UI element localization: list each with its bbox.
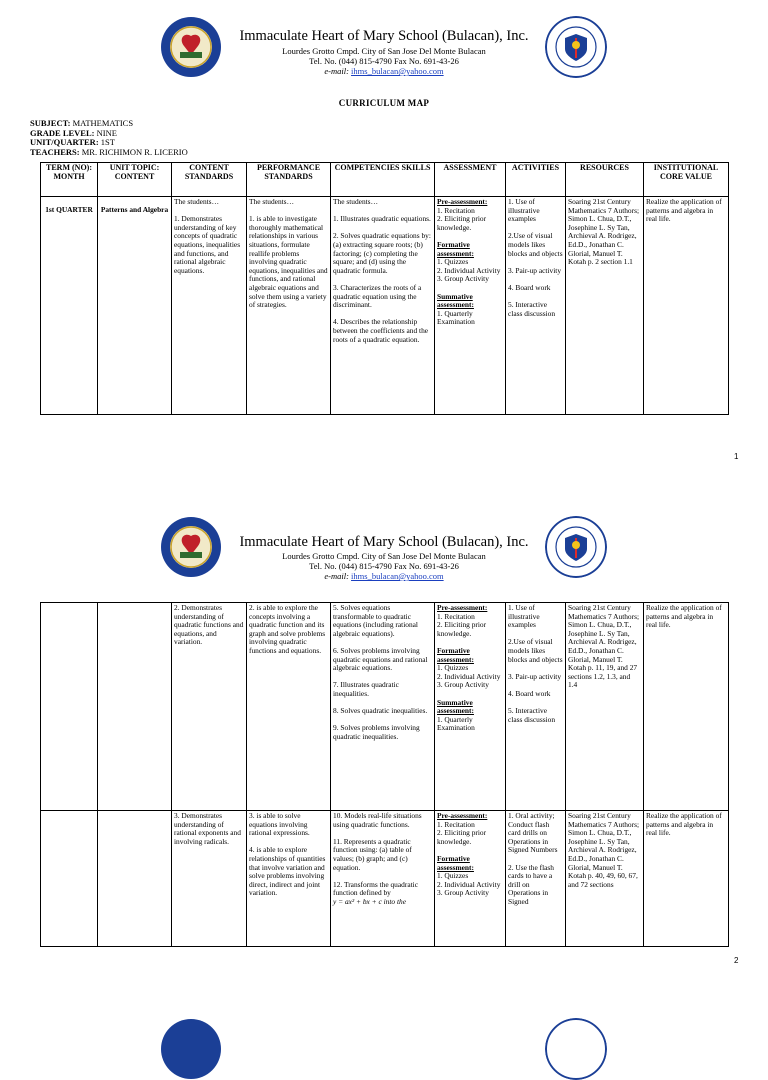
cell-text: 2. Eliciting prior knowledge. bbox=[437, 214, 487, 232]
col-resources: RESOURCES bbox=[566, 163, 644, 197]
table-row bbox=[41, 603, 729, 811]
topic-cell: Patterns and Algebra bbox=[98, 197, 172, 415]
core-value-cell: Realize the application of patterns and algebra in real life. bbox=[644, 811, 729, 947]
cell-text: 2. Eliciting prior knowledge. bbox=[437, 620, 487, 638]
cell-text: 4. Describes the relationship between the coefficients and the roots of a quadratic equation. bbox=[333, 317, 429, 344]
assessment-cell bbox=[435, 603, 506, 811]
table-row bbox=[41, 811, 729, 947]
content-standards-cell bbox=[172, 197, 247, 415]
deped-seal-logo bbox=[545, 1018, 607, 1080]
cell-text: The students… bbox=[249, 197, 294, 206]
col-performance-standards: PERFORMANCE STANDARDS bbox=[247, 163, 331, 197]
activities-cell bbox=[506, 197, 566, 415]
col-assessment: ASSESSMENT bbox=[435, 163, 506, 197]
cell-text: 7. Illustrates quadratic inequalities. bbox=[333, 680, 399, 698]
school-name: Immaculate Heart of Mary School (Bulacan), Inc. bbox=[239, 534, 529, 550]
resources-cell: Soaring 21st Century Mathematics 7 Authors; Simon L. Chua, D.T., Josephine L. Sy Tan, Archieval A. Rodrigez, Ed.D., Jonathan C. Glorial, Manuel T. Kotah p. 11, 19, and 27 sections 1.2, 1.3, and 1.4 bbox=[566, 603, 644, 811]
subject-label: SUBJECT: bbox=[30, 118, 71, 128]
cell-text: 6. Solves problems involving quadratic equations and rational algebraic equations. bbox=[333, 645, 428, 673]
cell-text: The students… bbox=[333, 197, 378, 206]
col-core-value: INSTITUTIONAL CORE VALUE bbox=[644, 163, 729, 197]
cell-text: 3. Group Activity bbox=[437, 888, 489, 898]
cell-text: 1. Quizzes bbox=[437, 257, 469, 267]
cell-text: 1. is able to investigate thoroughly mathematical relationships in various situations, formulate reallife problems involving quadratic equations, inequalities and functions, and rational algebraic equations and solve them using a variety of strategies. bbox=[249, 214, 328, 310]
content-standards-cell: 2. Demonstrates understanding of quadratic functions and equations, and variation. bbox=[172, 603, 247, 811]
cell-text: 1. Recitation bbox=[437, 205, 475, 215]
school-seal-logo bbox=[160, 1018, 222, 1080]
curriculum-table-page-2 bbox=[40, 602, 729, 947]
school-address: Lourdes Grotto Cmpd. City of San Jose Del Monte Bulacan bbox=[282, 46, 486, 56]
cell-text: 10. Models real-life situations using quadratic functions. bbox=[333, 811, 422, 829]
document-title: CURRICULUM MAP bbox=[338, 98, 430, 108]
summative-assessment-label: Summative assessment: bbox=[437, 291, 474, 310]
topic-cell bbox=[98, 811, 172, 947]
resources-cell: Soaring 21st Century Mathematics 7 Authors; Simon L. Chua, D.T., Josephine L. Sy Tan, Archieval A. Rodrigez, Ed.D., Jonathan C. Glorial, Manuel T. Kotah p. 2 section 1.1 bbox=[566, 197, 644, 415]
unit-value: 1ST bbox=[100, 137, 115, 147]
page-2 bbox=[0, 498, 768, 988]
content-standards-cell: 3. Demonstrates understanding of rational exponents and involving radicals. bbox=[172, 811, 247, 947]
curriculum-table-page-1 bbox=[40, 162, 729, 415]
formative-assessment-label: Formative assessment: bbox=[437, 645, 474, 664]
term-cell: 1st QUARTER bbox=[41, 197, 98, 415]
cell-text: 1. Quizzes bbox=[437, 871, 469, 881]
teachers-value: MR. RICHIMON R. LICERIO bbox=[81, 146, 188, 157]
cell-text: 3. is able to solve equations involving rational expressions. bbox=[249, 811, 310, 838]
assessment-cell bbox=[435, 197, 506, 415]
cell-text: 1. Oral activity; Conduct flash card drills on Operations in Signed Numbers bbox=[508, 811, 558, 855]
cell-text: 2.Use of visual models likes blocks and objects bbox=[508, 637, 563, 664]
performance-standards-cell bbox=[247, 197, 331, 415]
grade-label: GRADE LEVEL: bbox=[30, 127, 95, 138]
cell-text: 1. Recitation bbox=[437, 819, 475, 829]
cell-text: 2.Use of visual models likes blocks and objects bbox=[508, 231, 563, 258]
activities-cell bbox=[506, 603, 566, 811]
cell-text: 3. Characterizes the roots of a quadratic equation using the discriminant. bbox=[333, 282, 422, 310]
cell-text: 3. Pair-up activity bbox=[508, 265, 562, 275]
school-email-line bbox=[0, 66, 768, 76]
performance-standards-cell: 2. is able to explore the concepts involving a quadratic function and its graph and solve problems involving quadratic functions and equations. bbox=[247, 603, 331, 811]
school-name: Immaculate Heart of Mary School (Bulacan), Inc. bbox=[239, 28, 529, 44]
subject-value: MATHEMATICS bbox=[72, 118, 134, 128]
cell-text: 2. Use the flash cards to have a drill on Operations in Signed bbox=[508, 862, 554, 906]
school-email-line bbox=[0, 571, 768, 581]
core-value-cell: Realize the application of patterns and algebra in real life. bbox=[644, 197, 729, 415]
cell-text: 4. Board work bbox=[508, 282, 551, 292]
cell-text: 8. Solves quadratic inequalities. bbox=[333, 706, 428, 716]
table-row bbox=[41, 197, 729, 415]
cell-text: 1. Use of illustrative examples bbox=[508, 197, 540, 224]
col-unit-topic: UNIT TOPIC: CONTENT bbox=[98, 163, 172, 197]
cell-text: 1. Demonstrates understanding of key concepts of quadratic equations, inequalities and functions, and rational algebraic equations. bbox=[174, 214, 241, 275]
school-tel: Tel. No. (044) 815-4790 Fax No. 691-43-26 bbox=[309, 561, 459, 571]
cell-text: 11. Represents a quadratic function using: (a) table of values; (b) graph; and (c) equation. bbox=[333, 836, 412, 872]
col-activities: ACTIVITIES bbox=[506, 163, 566, 197]
col-competencies: COMPETENCIES SKILLS bbox=[331, 163, 435, 197]
cell-text: 3. Group Activity bbox=[437, 680, 489, 690]
cell-text: 1. Quizzes bbox=[437, 663, 469, 673]
page-number: 1 bbox=[734, 452, 739, 461]
formative-assessment-label: Formative assessment: bbox=[437, 853, 474, 872]
topic-cell bbox=[98, 603, 172, 811]
pre-assessment-label: Pre-assessment: bbox=[437, 811, 488, 820]
cell-text: 5. Interactive class discussion bbox=[508, 706, 556, 724]
cell-text: 5. Solves equations transformable to quadratic equations (including rational algebraic equations). bbox=[333, 603, 418, 638]
school-address: Lourdes Grotto Cmpd. City of San Jose Del Monte Bulacan bbox=[282, 551, 486, 561]
cell-text: 2. Solves quadratic equations by: (a) extracting square roots; (b) factoring; (c) completing the square; and (d) using the quadratic formula. bbox=[333, 231, 431, 275]
page-1 bbox=[0, 0, 768, 470]
term-cell bbox=[41, 811, 98, 947]
cell-text: 2. Eliciting prior knowledge. bbox=[437, 828, 487, 846]
email-link[interactable]: ihms_bulacan@yahoo.com bbox=[351, 66, 444, 76]
activities-cell bbox=[506, 811, 566, 947]
grade-value: NINE bbox=[96, 127, 117, 138]
cell-text: 9. Solves problems involving quadratic inequalities. bbox=[333, 723, 420, 741]
cell-text: 3. Group Activity bbox=[437, 274, 489, 284]
cell-text: 2. Individual Activity bbox=[437, 671, 501, 681]
resources-cell: Soaring 21st Century Mathematics 7 Authors; Simon L. Chua, D.T., Josephine L. Sy Tan, Archieval A. Rodrigez, Ed.D., Jonathan C. Glorial, Manuel T. Kotah p. 40, 49, 60, 67, and 72 sections bbox=[566, 811, 644, 947]
col-content-standards: CONTENT STANDARDS bbox=[172, 163, 247, 197]
cell-text: 5. Interactive class discussion bbox=[508, 300, 556, 318]
unit-label: UNIT/QUARTER: bbox=[30, 137, 99, 147]
cell-text: 12. Transforms the quadratic function defined by bbox=[333, 879, 418, 898]
competencies-cell bbox=[331, 811, 435, 947]
cell-text: 1. Illustrates quadratic equations. bbox=[333, 214, 431, 224]
cell-text: The students… bbox=[174, 197, 219, 206]
email-label: e-mail: bbox=[324, 571, 349, 581]
summative-assessment-label: Summative assessment: bbox=[437, 697, 474, 716]
term-cell bbox=[41, 603, 98, 811]
competencies-cell bbox=[331, 603, 435, 811]
formative-assessment-label: Formative assessment: bbox=[437, 239, 474, 258]
email-link[interactable]: ihms_bulacan@yahoo.com bbox=[351, 571, 444, 581]
cell-text: y = ax² + bx + c into the bbox=[333, 896, 406, 906]
cell-text: 4. is able to explore relationships of quantities that involve variation and solve problems involving direct, indirect and joint variation. bbox=[249, 845, 326, 898]
assessment-cell bbox=[435, 811, 506, 947]
cell-text: 1. Use of illustrative examples bbox=[508, 603, 540, 630]
competencies-cell bbox=[331, 197, 435, 415]
document-meta bbox=[30, 119, 188, 157]
cell-text: 4. Board work bbox=[508, 688, 551, 698]
email-label: e-mail: bbox=[324, 66, 349, 76]
cell-text: 3. Pair-up activity bbox=[508, 671, 562, 681]
pre-assessment-label: Pre-assessment: bbox=[437, 197, 488, 206]
performance-standards-cell bbox=[247, 811, 331, 947]
school-tel: Tel. No. (044) 815-4790 Fax No. 691-43-26 bbox=[309, 56, 459, 66]
teachers-label: TEACHERS: bbox=[30, 146, 80, 157]
page-3 bbox=[0, 1010, 768, 1024]
core-value-cell: Realize the application of patterns and algebra in real life. bbox=[644, 603, 729, 811]
cell-text: 2. Individual Activity bbox=[437, 879, 501, 889]
col-term: TERM (NO): MONTH bbox=[41, 163, 98, 197]
cell-text: 2. Individual Activity bbox=[437, 265, 501, 275]
page-number: 2 bbox=[734, 956, 739, 965]
cell-text: 1. Quarterly Examination bbox=[437, 714, 475, 733]
cell-text: 1. Recitation bbox=[437, 611, 475, 621]
cell-text: 1. Quarterly Examination bbox=[437, 308, 475, 327]
pre-assessment-label: Pre-assessment: bbox=[437, 603, 488, 612]
